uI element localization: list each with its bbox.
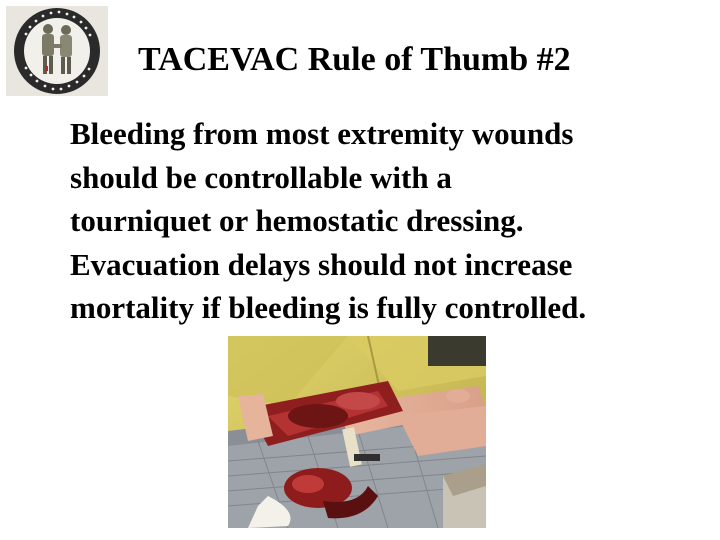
body-line: mortality if bleeding is fully controlled. [70,290,587,325]
tccc-logo-emblem [6,6,108,96]
body-line: Bleeding from most extremity wounds [70,116,574,151]
tccc-logo-graphic [6,6,108,96]
slide-body [70,112,710,330]
injury-photo-graphic [228,336,486,528]
injury-photo [228,336,486,528]
body-line: Evacuation delays should not increase [70,246,573,282]
body-line: should be controllable with a [70,159,452,195]
body-line: tourniquet or hemostatic dressing. [70,203,524,238]
slide-title: TACEVAC Rule of Thumb #2 [138,41,571,78]
